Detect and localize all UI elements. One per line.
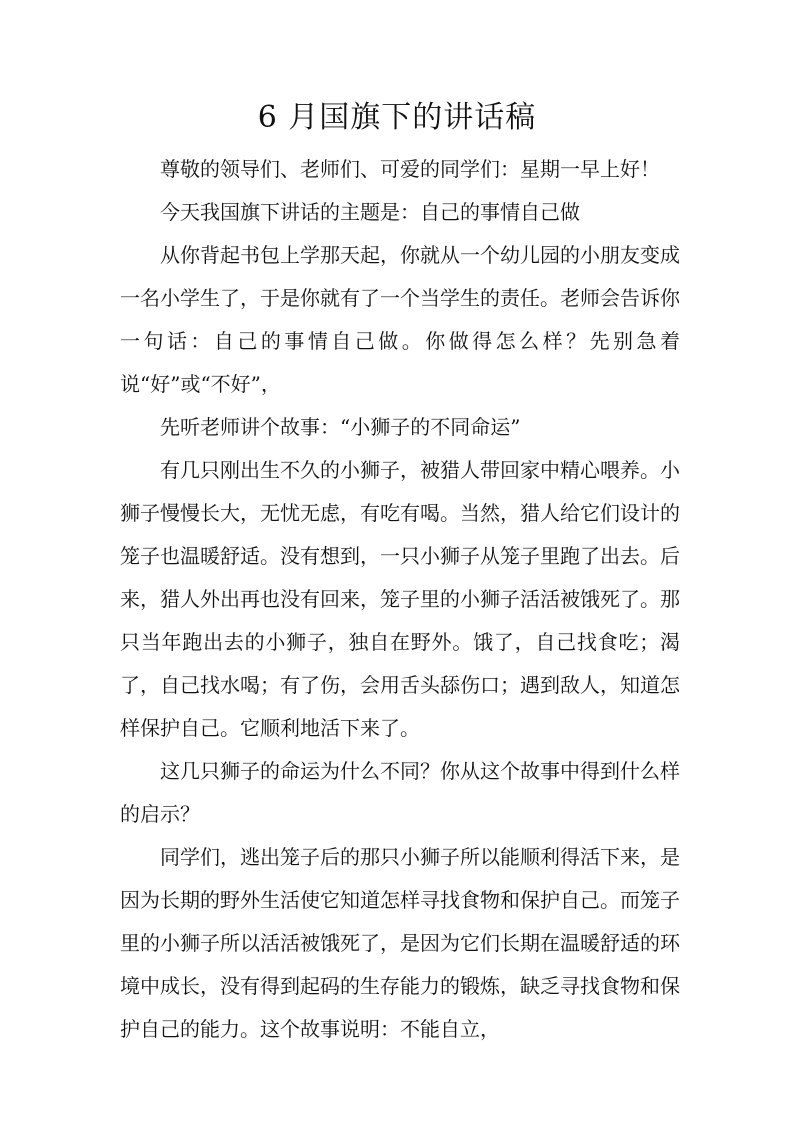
paragraph-intro: 从你背起书包上学那天起，你就从一个幼儿园的小朋友变成一名小学生了，于是你就有了一个当学生的责任。老师会告诉你一句话：自己的事情自己做。你做得怎么样？先别急着说“好”或“不好”， (120, 243, 680, 396)
document-title: 6 月国旗下的讲话稿 (257, 100, 537, 135)
document-body (120, 148, 680, 1051)
paragraph-greeting: 尊敬的领导们、老师们、可爱的同学们：星期一早上好！ (160, 157, 660, 181)
paragraph-story: 有几只刚出生不久的小狮子，被猎人带回家中精心喂养。小狮子慢慢长大，无忧无虑，有吃有喝。当然，猎人给它们设计的笼子也温暖舒适。没有想到，一只小狮子从笼子里跑了出去。后来，猎人外出再也没有回来，笼子里的小狮子活活被饿死了。那只当年跑出去的小狮子，独自在野外。饿了，自己找食吃；渴了，自己找水喝；有了伤，会用舌头舔伤口；遇到敌人，知道怎样保护自己。它顺利地活下来了。 (120, 458, 680, 740)
paragraph-explanation: 同学们，逃出笼子后的那只小狮子所以能顺利得活下来，是因为长期的野外生活使它知道怎样寻找食物和保护自己。而笼子里的小狮子所以活活被饿死了，是因为它们长期在温暖舒适的环境中成长，没有得到起码的生存能力的锻炼，缺乏寻找食物和保护自己的能力。这个故事说明：不能自立， (120, 845, 680, 1041)
paragraph-question: 这几只狮子的命运为什么不同？你从这个故事中得到什么样的启示？ (120, 759, 680, 826)
paragraph-topic: 今天我国旗下讲话的主题是：自己的事情自己做 (160, 200, 580, 224)
paragraph-story-intro: 先听老师讲个故事：“小狮子的不同命运” (160, 415, 521, 439)
